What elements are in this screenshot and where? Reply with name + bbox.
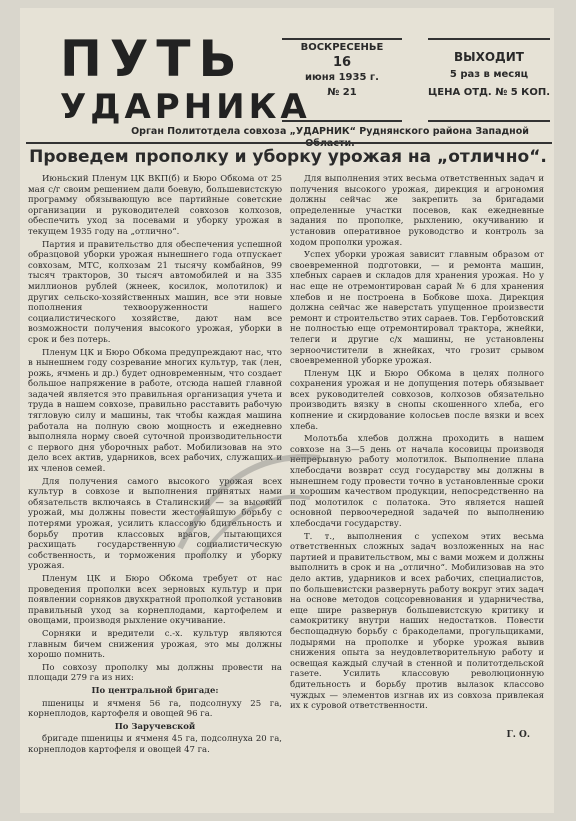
section-heading-central: По центральной бригаде: (91, 685, 219, 696)
price: ЦЕНА ОТД. № 5 КОП. (428, 87, 551, 98)
left-paragraph: Для получения самого высокого урожая всех культур в совхозе и выполнения принятых нами обязательств включаясь в Сталинский — за высокий урожай, мы должны повести жесточайшую борьбу с потерями урожая, усилить классовую бдительность и борьбу против классовых врагов, пытающихся расхищать государственную социалистическую собственность, и торможения прополку и уборку урожая. (28, 476, 282, 572)
issue-date-box (282, 38, 402, 122)
right-paragraph: Успех уборки урожая зависит главным образом от своевременной подготовки, — и ремонта машин, хлебных сараев и складов для хранения урожая. Но у нас еще не отремонтирован сарай № 6 для хранения хлебов и не построена в Бобкове шоха. Дирекция должна сейчас же наверстать упущенное произвести ремонт и строительство этих сараев. Тов. Герботовский не полностью еще отремонтировал трактора, жнейки, телеги и другие с/х машины, не установлены зерноочистители в жнейках, что грозит срывом своевременной уборке урожая. (290, 250, 544, 367)
issue-number: № 21 (327, 87, 357, 98)
left-paragraph: Пленум ЦК и Бюро Обкома требует от нас проведения прополки всех зерновых культур и при появлении сорняков двухкратной прополкой установив правильный уход за корнеплодами, картофелем и овощами, производя рыхление окучивание. (28, 573, 282, 627)
left-paragraph: Июньский Пленум ЦК ВКП(б) и Бюро Обкома от 25 мая с/г своим решением дали боевую, большевистскую программу обязывающую все партийные советские организации и руководителей совхозов колхозов, обеспечить уход за посевами и уборку урожая в текущем 1935 году на „отлично“. (28, 174, 282, 237)
headline-rule (26, 142, 552, 144)
right-paragraph: Молотьба хлебов должна проходить в нашем совхозе на 3—5 день от начала косовицы производя непрерывную работу молотилок. Выполнение плана хлебосдачи возврат ссуд государству мы должны в нынешнем году провести точно в установленные сроки и хорошим качеством продукции, непосредственно на под молотилок с полатока. Это является нашей основной первоочередной задачей по выполнению хлебосдачи государству. (290, 434, 544, 529)
masthead-subtitle: Орган Политотдела совхоза „УДАРНИК“ Руднянского района Западной Области. (131, 126, 529, 149)
left-paragraph: Сорняки и вредители с.-х. культур являются главным бичем снижения урожая, это мы должны хорошо помнить. (28, 628, 282, 661)
left-paragraph: Пленум ЦК и Бюро Обкома предупреждают нас, что в нынешнем году созревание многих культур, так (лен, рожь, ячмень и др.) будет одновременным, что создает большое напряжение в работе, отсюда нашей главной задачей является это правильная организация учета и труда в нашем совхозе, правильно расставить рабочую тягловую силу и машины, так чтобы каждая машина работала на полную свою мощность и ежедневно выполняла норму своей суточной производительности с первого дня уборочных работ. Мобилизовав на это дело всех актив, ударников, всех рабочих, служащих и их членов семей. (28, 347, 282, 475)
article-signature: Г. О. (506, 729, 530, 740)
frequency: 5 раз в месяц (449, 69, 529, 80)
section-text-zaruch: бригаде пшеницы и ячменя 45 га, подсолнуха 20 га, корнеплодов картофеля и овощей 47 га. (28, 734, 282, 755)
newspaper-title-line2: УДАРНИКА (60, 87, 311, 127)
section-heading-zaruch: По Заручевской (114, 721, 196, 732)
issue-day: 16 (332, 55, 352, 70)
article-left-column (28, 174, 282, 757)
frequency-price-box (428, 38, 550, 122)
section-text-central: пшеницы и ячменя 56 га, подсолнуху 25 га, корнеплодов, картофеля и овощей 96 га. (28, 698, 282, 720)
article-right-column (290, 174, 544, 740)
newspaper-page (20, 8, 554, 813)
frequency-title: ВЫХОДИТ (454, 50, 524, 64)
right-paragraph: Для выполнения этих весьма ответственных задач и получения высокого урожая, дирекция и агрономия должны сейчас же закрепить за бригадами определенные участки посевов, как ежедневные задания по прополке, рыхлению, окучиванию и установив оперативное руководство и контроль за ходом прополки урожая. (290, 174, 544, 248)
left-paragraph: По совхозу прополку мы должны провести на площади 279 га из них: (28, 662, 282, 684)
issue-month-year: июня 1935 г. (305, 72, 379, 83)
right-paragraph: Пленум ЦК и Бюро Обкома в целях полного сохранения урожая и не допущения потерь обязывает всех руководителей совхозов, колхозов обязательно производить вязку в снопы скошенного хлеба, его копнение и скирдование колосьев после вязки и всех хлеба. (290, 368, 544, 432)
article-headline: Проведем прополку и уборку урожая на „отлично“. (29, 147, 547, 167)
issue-weekday: ВОСКРЕСЕНЬЕ (300, 42, 384, 53)
left-paragraph: Партия и правительство для обеспечения успешной образцовой уборки урожая нынешнего года отпускает совхозам, МТС, колхозам 21 тысячу комбайнов, 99 тысяч тракторов, 30 тысяч автомобилей и на 335 миллионов рублей (жнеек, косилок, молотилок) и других сельско-хозяйственных машин, все эти новые пополнения техвооруженности нашего социалистического хозяйстве, дают нам все возможности получения высокого урожая, уборки в срок и без потерь. (28, 239, 282, 345)
masthead (20, 8, 554, 149)
newspaper-title-line1: ПУТЬ (60, 30, 245, 88)
right-paragraph: Т. т., выполнения с успехом этих весьма ответственных сложных задач возложенных на нас партией и правительством, мы с вами можем и должны выполнить в срок и на „отлично“. Мобилизовав на это дело актив, ударников и всех рабочих, специалистов, по большевистски развернуть работу вокруг этих задач на основе методов соцсоревнования и ударничества, еще шире развернув большевистскую критику и самокритику внутри наших недостатков. Повести беспощадную борьбу с бракоделами, прогульщиками, лодырями на прополке и уборке урожая вывив снижения опыта за неудовлетворительную работу и освещая каждый случай в стенной и политотдельской газете. Усилить классовую революционную бдительность и борьбу против вылазок классово чуждых — элементов изгнав их из совхоза привлекая их к суровой ответственности. (290, 531, 544, 712)
